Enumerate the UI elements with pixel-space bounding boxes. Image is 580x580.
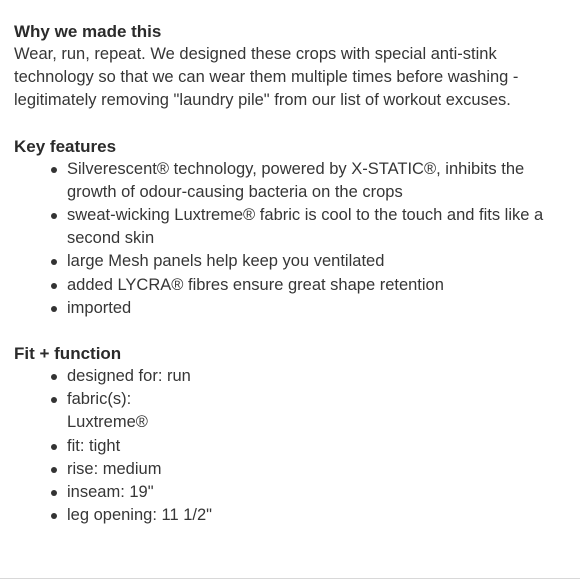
list-item xyxy=(67,504,566,527)
list-item xyxy=(67,250,566,273)
bottom-divider xyxy=(0,578,580,579)
list-item xyxy=(67,435,566,458)
list-item-text: large Mesh panels help keep you ventilated xyxy=(67,252,385,271)
fit-function-section xyxy=(14,342,566,527)
list-item xyxy=(67,204,566,250)
bullet-icon xyxy=(51,374,57,380)
list-item-text: Silverescent® technology, powered by X-STATIC®, inhibits the growth of odour-causing bacteria on the crops xyxy=(67,159,525,201)
list-item-text: designed for: run xyxy=(67,367,191,386)
list-item-text: leg opening: 11 1/2" xyxy=(67,506,213,525)
list-item-text: fit: tight xyxy=(67,436,121,455)
list-item-text: inseam: 19" xyxy=(67,483,154,502)
list-item-text: imported xyxy=(67,298,132,317)
why-we-made-this-text: Wear, run, repeat. We designed these crops with special anti-stink technology so that we can wear them multiple times before washing - legitimately removing "laundry pile" from our list of workout excuses. xyxy=(14,45,519,110)
bullet-icon xyxy=(51,306,57,312)
list-item xyxy=(67,365,566,388)
list-item-text: fabric(s): xyxy=(67,390,132,409)
key-features-section xyxy=(14,135,566,320)
product-description xyxy=(14,20,566,549)
bullet-icon xyxy=(51,490,57,496)
why-we-made-this-heading: Why we made this xyxy=(14,22,162,41)
key-features-list xyxy=(14,158,566,320)
key-features-heading: Key features xyxy=(14,136,117,156)
list-item xyxy=(67,158,566,204)
bullet-icon xyxy=(51,513,57,519)
why-we-made-this-section xyxy=(14,20,566,113)
fit-function-list xyxy=(14,365,566,527)
bullet-icon xyxy=(51,397,57,403)
list-item-text: added LYCRA® fibres ensure great shape retention xyxy=(67,275,444,294)
list-item-text: Luxtreme® xyxy=(67,413,148,432)
bullet-icon xyxy=(51,444,57,450)
bullet-icon xyxy=(51,259,57,265)
list-item xyxy=(67,458,566,481)
bullet-icon xyxy=(51,167,57,173)
list-item xyxy=(67,388,566,411)
list-item-continuation xyxy=(67,411,566,434)
bullet-icon xyxy=(51,283,57,289)
bullet-icon xyxy=(51,213,57,219)
list-item xyxy=(67,274,566,297)
list-item-text: sweat-wicking Luxtreme® fabric is cool to the touch and fits like a second skin xyxy=(67,206,544,248)
fit-function-heading: Fit + function xyxy=(14,344,122,364)
list-item xyxy=(67,297,566,320)
list-item-text: rise: medium xyxy=(67,459,162,478)
bullet-icon xyxy=(51,467,57,473)
list-item xyxy=(67,481,566,504)
